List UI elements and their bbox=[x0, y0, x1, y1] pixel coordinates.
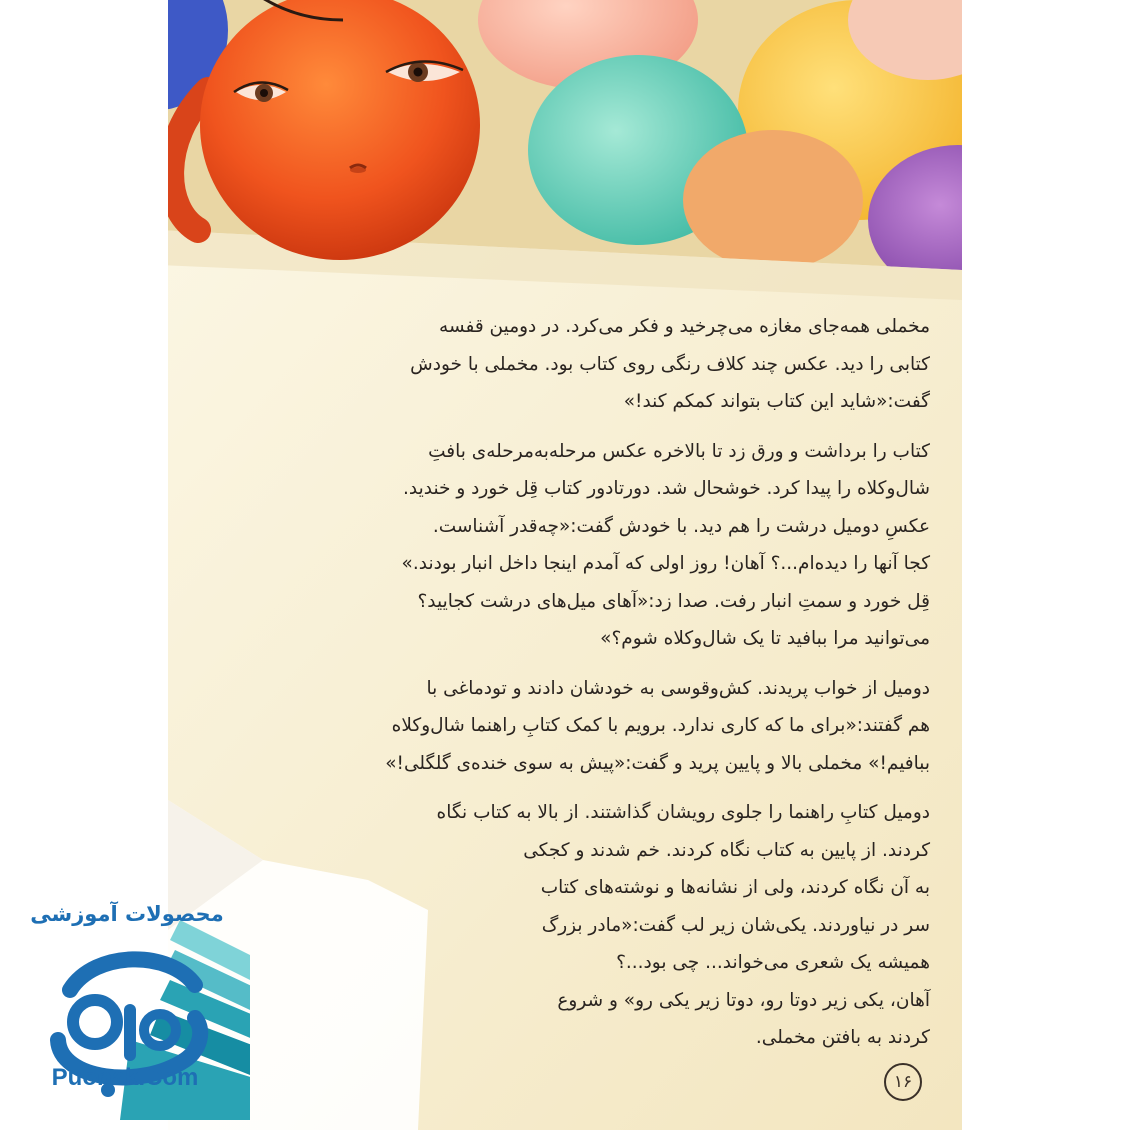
watermark-url: Puonak.Com bbox=[51, 1064, 199, 1091]
text-line: قِل خورد و سمتِ انبار رفت. صدا زد:«آهای میل‌های درشت کجایید؟ bbox=[417, 590, 930, 612]
text-line: گفت:«شاید این کتاب بتواند کمکم کند!» bbox=[623, 391, 930, 412]
text-line: دومیل کتابِ راهنما را جلوی رویشان گذاشتند. از بالا به کتاب نگاه bbox=[436, 802, 930, 823]
paragraph-2 bbox=[230, 433, 930, 658]
paragraph-3 bbox=[230, 670, 930, 783]
text-line: کردند. از پایین به کتاب نگاه کردند. خم شدند و کجکی bbox=[523, 839, 930, 861]
book-page bbox=[168, 0, 962, 1130]
text-line: مخملی همه‌جای مغازه می‌چرخید و فکر می‌کرد. در دومین قفسه bbox=[439, 316, 930, 337]
text-line: به آن نگاه کردند، ولی از نشانه‌ها و نوشته‌های کتاب bbox=[540, 877, 930, 898]
text-line: ببافیم!» مخملی بالا و پایین پرید و گفت:«پیش به سوی خنده‌ی گلگلی!» bbox=[385, 752, 930, 774]
paragraph-4 bbox=[230, 794, 930, 1057]
page-number: ۱۶ bbox=[884, 1063, 922, 1101]
text-line: می‌توانید مرا ببافید تا یک شال‌وکلاه شوم؟» bbox=[600, 628, 930, 649]
text-line: آهان، یکی زیر دوتا رو، دوتا زیر یکی رو» و شروع bbox=[557, 989, 930, 1011]
text-line: همیشه یک شعری می‌خواند... چی بود...؟ bbox=[616, 952, 930, 973]
text-line: کتابی را دید. عکس چند کلاف رنگی روی کتاب بود. مخملی با خودش bbox=[410, 353, 930, 375]
text-line: کردند به بافتن مخملی. bbox=[755, 1027, 930, 1048]
text-line: کجا آنها را دیده‌ام...؟ آهان! روز اولی که آمدم اینجا داخل انبار بودند.» bbox=[401, 553, 930, 574]
paragraph-1 bbox=[230, 308, 930, 421]
text-line: کتاب را برداشت و ورق زد تا بالاخره عکس مرحله‌به‌مرحله‌ی بافتِ bbox=[428, 440, 930, 462]
text-line: عکسِ دومیل درشت را هم دید. با خودش گفت:«چه‌قدر آشناست. bbox=[432, 515, 930, 537]
text-line: سر در نیاوردند. یکی‌شان زیر لب گفت:«مادر بزرگ bbox=[541, 914, 930, 936]
text-line: دومیل از خواب پریدند. کش‌وقوسی به خودشان دادند و تودماغی با bbox=[426, 677, 930, 699]
text-line: هم گفتند:«برای ما که کاری ندارد. برویم با کمک کتابِ راهنما شال‌وکلاه bbox=[391, 715, 930, 736]
story-text bbox=[230, 308, 930, 1069]
text-line: شال‌وکلاه را پیدا کرد. خوشحال شد. دورتادور کتاب قِل خورد و خندید. bbox=[403, 478, 930, 499]
watermark-title: محصولات آموزشی bbox=[30, 902, 224, 926]
